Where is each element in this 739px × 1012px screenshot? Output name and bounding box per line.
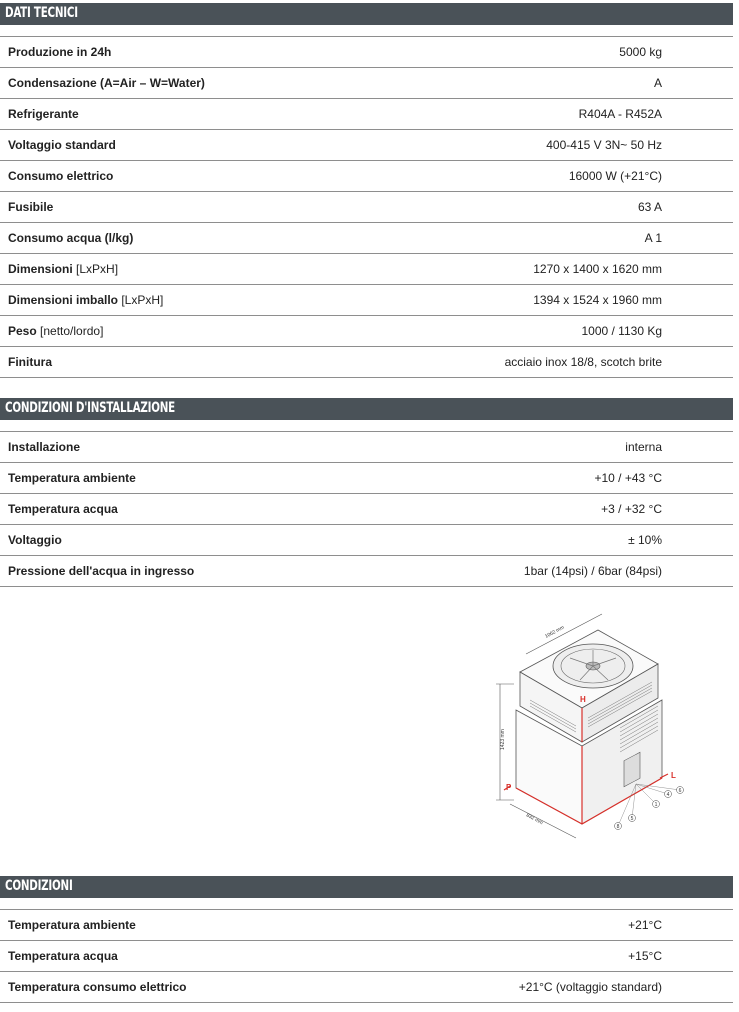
spec-value: 16000 W (+21°C) (347, 161, 733, 192)
spec-value: 1bar (14psi) / 6bar (84psi) (353, 556, 733, 587)
spec-label-unit: [netto/lordo] (36, 324, 104, 338)
spec-label-text: Produzione in 24h (8, 45, 112, 59)
spec-label-text: Finitura (8, 355, 52, 369)
spec-row (0, 161, 733, 192)
spec-row (0, 192, 733, 223)
spec-label (0, 285, 347, 316)
spec-row (0, 130, 733, 161)
spec-row (0, 556, 733, 587)
spec-label-text: Temperatura acqua (8, 502, 118, 516)
spec-row (0, 910, 733, 941)
spec-label-text: Consumo acqua (l/kg) (8, 231, 134, 245)
spec-label (0, 463, 353, 494)
l-label: L (671, 771, 676, 780)
spec-row (0, 525, 733, 556)
side-dimension-label: 832 mm (525, 812, 544, 827)
spec-value: +15°C (341, 941, 733, 972)
spec-label-text: Voltaggio standard (8, 138, 116, 152)
spec-label-text: Temperatura ambiente (8, 471, 136, 485)
spec-label (0, 910, 341, 941)
section-header-condizioni (0, 876, 733, 898)
spec-table-condizioni (0, 909, 733, 1003)
callout-number: 1 (654, 801, 658, 808)
spec-value: acciaio inox 18/8, scotch brite (347, 347, 733, 378)
h-label: H (580, 695, 586, 704)
spec-value: +21°C (341, 910, 733, 941)
spec-value: 1394 x 1524 x 1960 mm (347, 285, 733, 316)
spec-value: +10 / +43 °C (353, 463, 733, 494)
spec-value: 400-415 V 3N~ 50 Hz (347, 130, 733, 161)
spec-label-unit: [LxPxH] (72, 262, 119, 276)
spec-label (0, 941, 341, 972)
callout-number: 6 (678, 787, 682, 794)
spec-label (0, 37, 347, 68)
spec-row (0, 254, 733, 285)
callout-number: 8 (616, 823, 620, 830)
spec-label-text: Temperatura ambiente (8, 918, 136, 932)
spec-label (0, 556, 353, 587)
spec-label (0, 192, 347, 223)
spec-label (0, 525, 353, 556)
spec-label (0, 432, 353, 463)
section-title: DATI TECNICI (5, 5, 78, 21)
spec-label (0, 161, 347, 192)
callout-number: 5 (630, 815, 634, 822)
p-label: P (506, 783, 512, 792)
spec-label (0, 130, 347, 161)
spec-label-text: Temperatura acqua (8, 949, 118, 963)
spec-value: A 1 (347, 223, 733, 254)
spec-row (0, 941, 733, 972)
spec-value: R404A - R452A (347, 99, 733, 130)
spec-label-text: Dimensioni (8, 262, 73, 276)
spec-table-dati-tecnici (0, 36, 733, 378)
machine-dimension-drawing (490, 600, 690, 840)
spec-value: interna (353, 432, 733, 463)
spec-label-text: Installazione (8, 440, 81, 454)
spec-row (0, 316, 733, 347)
spec-label (0, 494, 353, 525)
spec-label-text: Peso (8, 324, 37, 338)
spec-label-text: Dimensioni imballo (8, 293, 119, 307)
spec-value: A (347, 68, 733, 99)
spec-label (0, 316, 347, 347)
section-header-installazione (0, 398, 733, 420)
spec-label (0, 99, 347, 130)
spec-label-text: Fusibile (8, 200, 54, 214)
spec-label-text: Condensazione (A=Air – W=Water) (8, 76, 205, 90)
spec-table-installazione (0, 431, 733, 587)
spec-value: +21°C (voltaggio standard) (341, 972, 733, 1003)
spec-label-text: Temperatura consumo elettrico (8, 980, 187, 994)
spec-label (0, 68, 347, 99)
spec-label-text: Pressione dell'acqua in ingresso (8, 564, 195, 578)
spec-row (0, 223, 733, 254)
spec-row (0, 99, 733, 130)
spec-row (0, 285, 733, 316)
spec-value: 1000 / 1130 Kg (347, 316, 733, 347)
section-title: CONDIZIONI (5, 878, 73, 894)
spec-row (0, 37, 733, 68)
spec-label (0, 972, 341, 1003)
spec-row (0, 432, 733, 463)
spec-row (0, 347, 733, 378)
spec-row (0, 494, 733, 525)
spec-value: 63 A (347, 192, 733, 223)
spec-value: ± 10% (353, 525, 733, 556)
spec-label (0, 223, 347, 254)
spec-value: 1270 x 1400 x 1620 mm (347, 254, 733, 285)
spec-label (0, 254, 347, 285)
spec-label (0, 347, 347, 378)
spec-value: +3 / +32 °C (353, 494, 733, 525)
callout-number: 4 (666, 791, 670, 798)
machine-drawing-svg (490, 600, 690, 840)
section-title: CONDIZIONI D'INSTALLAZIONE (5, 400, 175, 416)
spec-row (0, 463, 733, 494)
spec-label-unit: [LxPxH] (118, 293, 164, 307)
spec-row (0, 68, 733, 99)
spec-label-text: Voltaggio (8, 533, 62, 547)
height-dimension-label: 1423 mm (500, 729, 506, 750)
spec-row (0, 972, 733, 1003)
spec-label-text: Consumo elettrico (8, 169, 114, 183)
top-dimension-label: 1062 mm (544, 624, 566, 640)
spec-label-text: Refrigerante (8, 107, 79, 121)
spec-value: 5000 kg (347, 37, 733, 68)
section-header-dati-tecnici (0, 3, 733, 25)
